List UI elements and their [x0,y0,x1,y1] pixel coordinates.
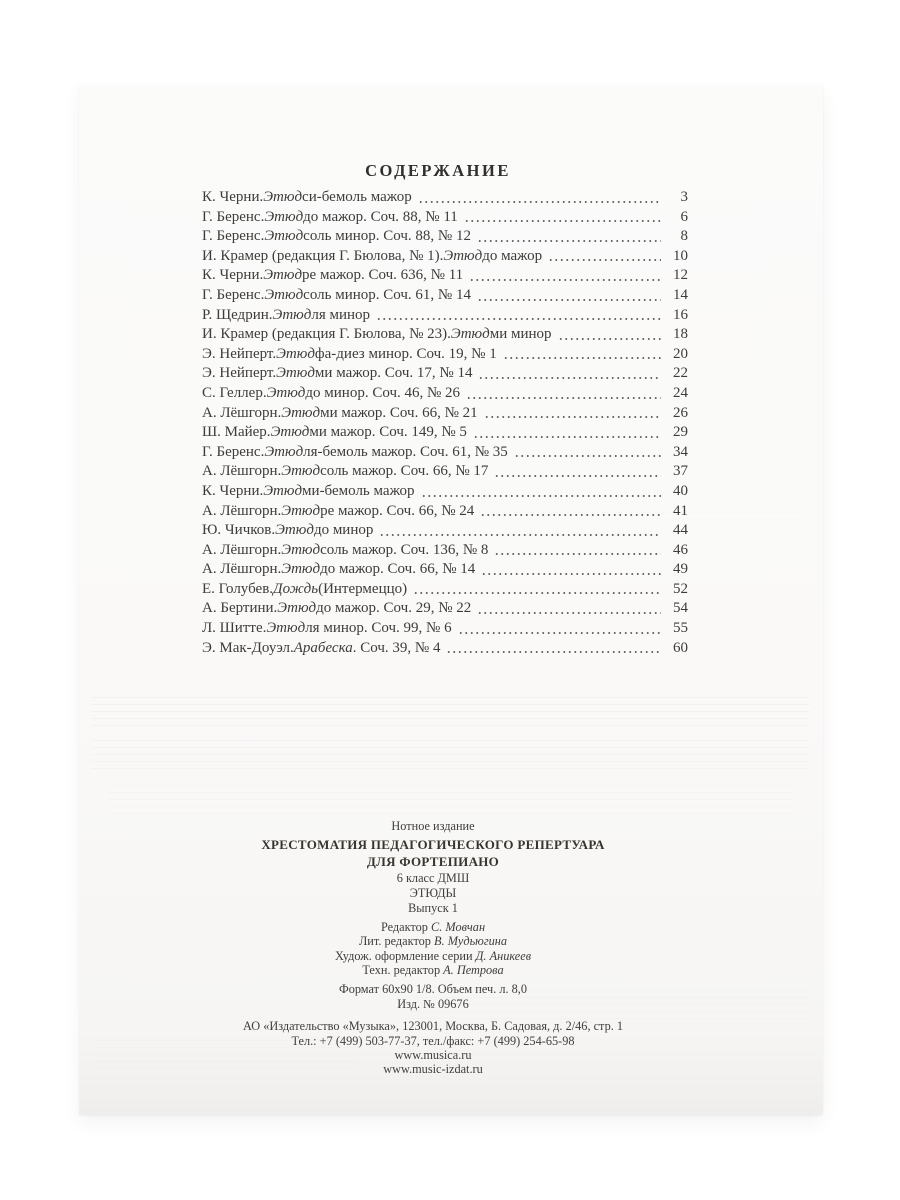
toc-entry-author: И. Крамер (редакция Г. Бюлова, № 23). [202,326,451,343]
table-of-contents [202,161,688,658]
toc-entry [202,404,688,424]
toc-entry [202,502,688,522]
dot-leader [464,217,661,223]
dot-leader [558,335,661,341]
toc-entry [202,443,688,463]
toc-entry-author: И. Крамер (редакция Г. Бюлова, № 1). [202,247,444,264]
staff-role: Редактор [380,920,432,934]
toc-entry-piece-title: Этюд [263,189,303,205]
toc-entry-page-number: 54 [673,600,688,617]
toc-entry [202,462,688,482]
toc-entry-piece-title: Арабеска [293,639,353,656]
toc-entry-page-number: 40 [673,482,688,499]
toc-entry-author: Р. Щедрин. [202,306,273,323]
staff-role: Техн. редактор [362,962,444,977]
series-title-line2: ДЛЯ ФОРТЕПИАНО [366,854,500,869]
dot-leader [421,492,661,498]
toc-entry-author: А. Лёшгорн. [202,404,282,421]
staff-role: Лит. редактор [358,934,435,949]
toc-entry [202,306,688,326]
toc-entry-piece-title: Этюд [281,502,321,519]
toc-entry [202,482,688,502]
toc-entry-page-number: 24 [673,384,688,401]
toc-entry-author: Ш. Майер. [202,424,271,441]
toc-entry-author: Э. Нейперт. [202,365,277,382]
toc-entry-page-number: 37 [673,463,688,480]
toc-entry-piece-title: Этюд [281,463,321,480]
genre-line: ЭТЮДЫ [409,886,457,900]
dot-leader [473,433,661,439]
toc-entry-detail: . Соч. 39, № 4 [352,639,441,656]
toc-entry-detail: ми-бемоль мажор [302,482,415,499]
toc-entry-detail: до минор [313,522,374,539]
dot-leader [494,472,661,478]
toc-entry-detail: ля минор [311,306,371,323]
toc-entry [202,580,688,600]
staff-name: С. Мовчан [431,920,486,934]
staff-name: А. Петрова [443,962,504,977]
toc-entry-detail: соль минор. Соч. 61, № 14 [303,286,471,303]
toc-entry-page-number: 26 [673,404,688,421]
toc-entry-detail: ре мажор. Соч. 636, № 11 [302,267,464,284]
music-showthrough [91,697,809,726]
series-title-line1: ХРЕСТОМАТИЯ ПЕДАГОГИЧЕСКОГО РЕПЕРТУАРА [261,837,605,852]
toc-entry [202,541,688,561]
imprint-block [79,819,787,1077]
toc-entry [202,247,688,267]
toc-entry [202,227,688,247]
publisher-address-line: АО «Издательство «Музыка», 123001, Москва, Б. Садовая, д. 2/46, стр. 1 [242,1019,624,1034]
music-showthrough [109,785,793,814]
dot-leader [503,354,661,360]
staff-role: Худож. оформление серии [334,948,476,963]
toc-entry-page-number: 60 [673,639,688,656]
toc-entry-detail: до мажор [482,247,543,264]
dot-leader [466,394,661,400]
dot-leader [446,648,661,654]
dot-leader [548,256,661,262]
toc-entry-author: К. Черни. [202,189,264,205]
toc-entry-piece-title: Этюд [263,482,303,499]
dot-leader [477,609,661,615]
staff-list [79,920,787,977]
toc-entry-page-number: 41 [673,502,688,519]
toc-entry [202,345,688,365]
toc-entry-page-number: 16 [673,306,688,323]
toc-entry-author: Г. Беренс. [202,443,265,460]
dot-leader [481,570,661,576]
toc-entry-detail: до мажор. Соч. 66, № 14 [320,561,476,578]
toc-entry-piece-title: Этюд [266,620,306,637]
book-page-photo [79,85,823,1115]
toc-entry-detail: соль мажор. Соч. 66, № 17 [320,463,489,480]
toc-entry [202,325,688,345]
dot-leader [477,237,661,243]
toc-entry-page-number: 14 [673,286,688,303]
toc-entry [202,364,688,384]
toc-entry-page-number: 52 [673,580,688,597]
toc-entry-piece-title: Этюд [450,326,490,343]
toc-entry-piece-title: Этюд [275,522,314,539]
toc-entry-piece-title: Этюд [264,286,304,303]
dot-leader [376,315,661,321]
toc-entry-page-number: 20 [673,345,688,362]
staff-credit-line [79,963,787,977]
toc-entry-detail: ля-бемоль мажор. Соч. 61, № 35 [303,443,508,460]
toc-entry-piece-title: Этюд [272,306,312,323]
toc-entry-detail: си-бемоль мажор [302,189,412,205]
toc-entry-author: Г. Беренс. [202,286,265,303]
toc-entry-piece-title: Этюд [277,600,317,617]
toc-entry-detail: до мажор. Соч. 29, № 22 [316,600,472,617]
toc-entry [202,599,688,619]
staff-credit-line [79,934,787,948]
toc-entry [202,188,688,208]
dot-leader [478,374,661,380]
toc-entry [202,208,688,228]
edition-type-line: Нотное издание [391,819,475,833]
toc-entry-piece-title: Дождь [273,580,319,597]
staff-name: В. Мудьюгина [434,934,508,949]
toc-entry-page-number: 8 [680,228,688,245]
toc-list [202,188,688,658]
toc-entry-page-number: 29 [673,424,688,441]
dot-leader [514,452,661,458]
toc-entry-detail: соль минор. Соч. 88, № 12 [303,228,471,245]
toc-entry-piece-title: Этюд [270,424,310,441]
staff-name: Д. Аникеев [475,948,532,963]
dot-leader [413,589,661,595]
toc-entry-author: К. Черни. [202,267,264,284]
phones-line: Тел.: +7 (499) 503-77-37, тел./факс: +7 (499) 254-65-98 [291,1033,575,1048]
toc-entry-piece-title: Этюд [281,561,321,578]
toc-entry-detail: фа-диез минор. Соч. 19, № 1 [314,345,497,362]
toc-entry-piece-title: Этюд [266,384,306,401]
toc-entry-page-number: 49 [673,561,688,578]
toc-entry-author: А. Лёшгорн. [202,561,282,578]
dot-leader [379,531,661,537]
toc-entry-author: К. Черни. [202,482,264,499]
toc-entry-detail: соль мажор. Соч. 136, № 8 [320,541,489,558]
toc-entry-piece-title: Этюд [281,404,321,421]
toc-entry-page-number: 44 [673,522,688,539]
toc-entry-author: А. Лёшгорн. [202,541,282,558]
website-music-izdat: www.music-izdat.ru [383,1062,483,1077]
toc-entry-piece-title: Этюд [264,208,304,225]
toc-entry [202,286,688,306]
dot-leader [418,198,661,204]
toc-entry-author: Е. Голубев. [202,580,274,597]
dot-leader [458,629,661,635]
format-line: Формат 60х90 1/8. Объем печ. л. 8,0 [338,982,527,997]
toc-entry-author: Л. Шитте. [202,620,267,637]
toc-entry-author: Э. Мак-Доуэл. [202,639,294,656]
website-musica: www.musica.ru [394,1048,472,1062]
toc-entry [202,560,688,580]
toc-entry-page-number: 22 [673,365,688,382]
toc-entry-piece-title: Этюд [276,365,315,382]
toc-entry [202,266,688,286]
toc-entry-piece-title: Этюд [443,247,483,264]
toc-entry-detail: до минор. Соч. 46, № 26 [305,384,461,401]
toc-entry-detail: до мажор. Соч. 88, № 11 [303,208,458,225]
toc-entry-page-number: 34 [673,443,688,460]
toc-entry-detail: ля минор. Соч. 99, № 6 [305,620,452,637]
toc-entry-author: Г. Беренс. [202,228,265,245]
toc-entry-detail: ре мажор. Соч. 66, № 24 [320,502,475,519]
toc-entry-page-number: 12 [673,267,688,284]
toc-entry-page-number: 3 [680,189,688,205]
staff-credit-line [79,920,787,934]
toc-entry-detail: (Интермеццо) [318,580,408,597]
toc-entry-author: А. Лёшгорн. [202,463,282,480]
dot-leader [480,511,661,517]
toc-entry-detail: ми минор [489,326,552,343]
toc-entry-author: Г. Беренс. [202,208,265,225]
toc-entry-page-number: 6 [680,208,688,225]
toc-entry-piece-title: Этюд [264,228,304,245]
toc-entry-piece-title: Этюд [281,541,321,558]
toc-entry-detail: ми мажор. Соч. 149, № 5 [309,424,467,441]
dot-leader [494,550,661,556]
dot-leader [484,413,661,419]
toc-entry-page-number: 46 [673,541,688,558]
toc-entry [202,384,688,404]
dot-leader [469,276,661,282]
toc-entry [202,521,688,541]
toc-entry-piece-title: Этюд [263,267,303,284]
toc-entry-author: Ю. Чичков. [202,522,276,539]
issue-line: Выпуск 1 [408,901,458,915]
toc-entry [202,423,688,443]
toc-entry-detail: ми мажор. Соч. 17, № 14 [314,365,473,382]
toc-entry [202,639,688,659]
toc-entry-author: А. Бертини. [202,600,278,617]
grade-line: 6 класс ДМШ [396,871,470,885]
staff-credit-line [79,949,787,963]
toc-entry-page-number: 55 [673,620,688,637]
toc-entry-piece-title: Этюд [264,443,304,460]
toc-entry-page-number: 10 [673,247,688,264]
music-showthrough [91,740,809,769]
toc-entry-author: А. Лёшгорн. [202,502,282,519]
toc-entry-detail: ми мажор. Соч. 66, № 21 [320,404,478,421]
toc-entry [202,619,688,639]
toc-entry-author: Э. Нейперт. [202,345,277,362]
toc-entry-page-number: 18 [673,326,688,343]
toc-entry-author: С. Геллер. [202,384,267,401]
dot-leader [477,296,661,302]
toc-entry-piece-title: Этюд [276,345,315,362]
edition-number-line: Изд. № 09676 [397,997,469,1012]
contents-title: СОДЕРЖАНИЕ [365,161,511,180]
